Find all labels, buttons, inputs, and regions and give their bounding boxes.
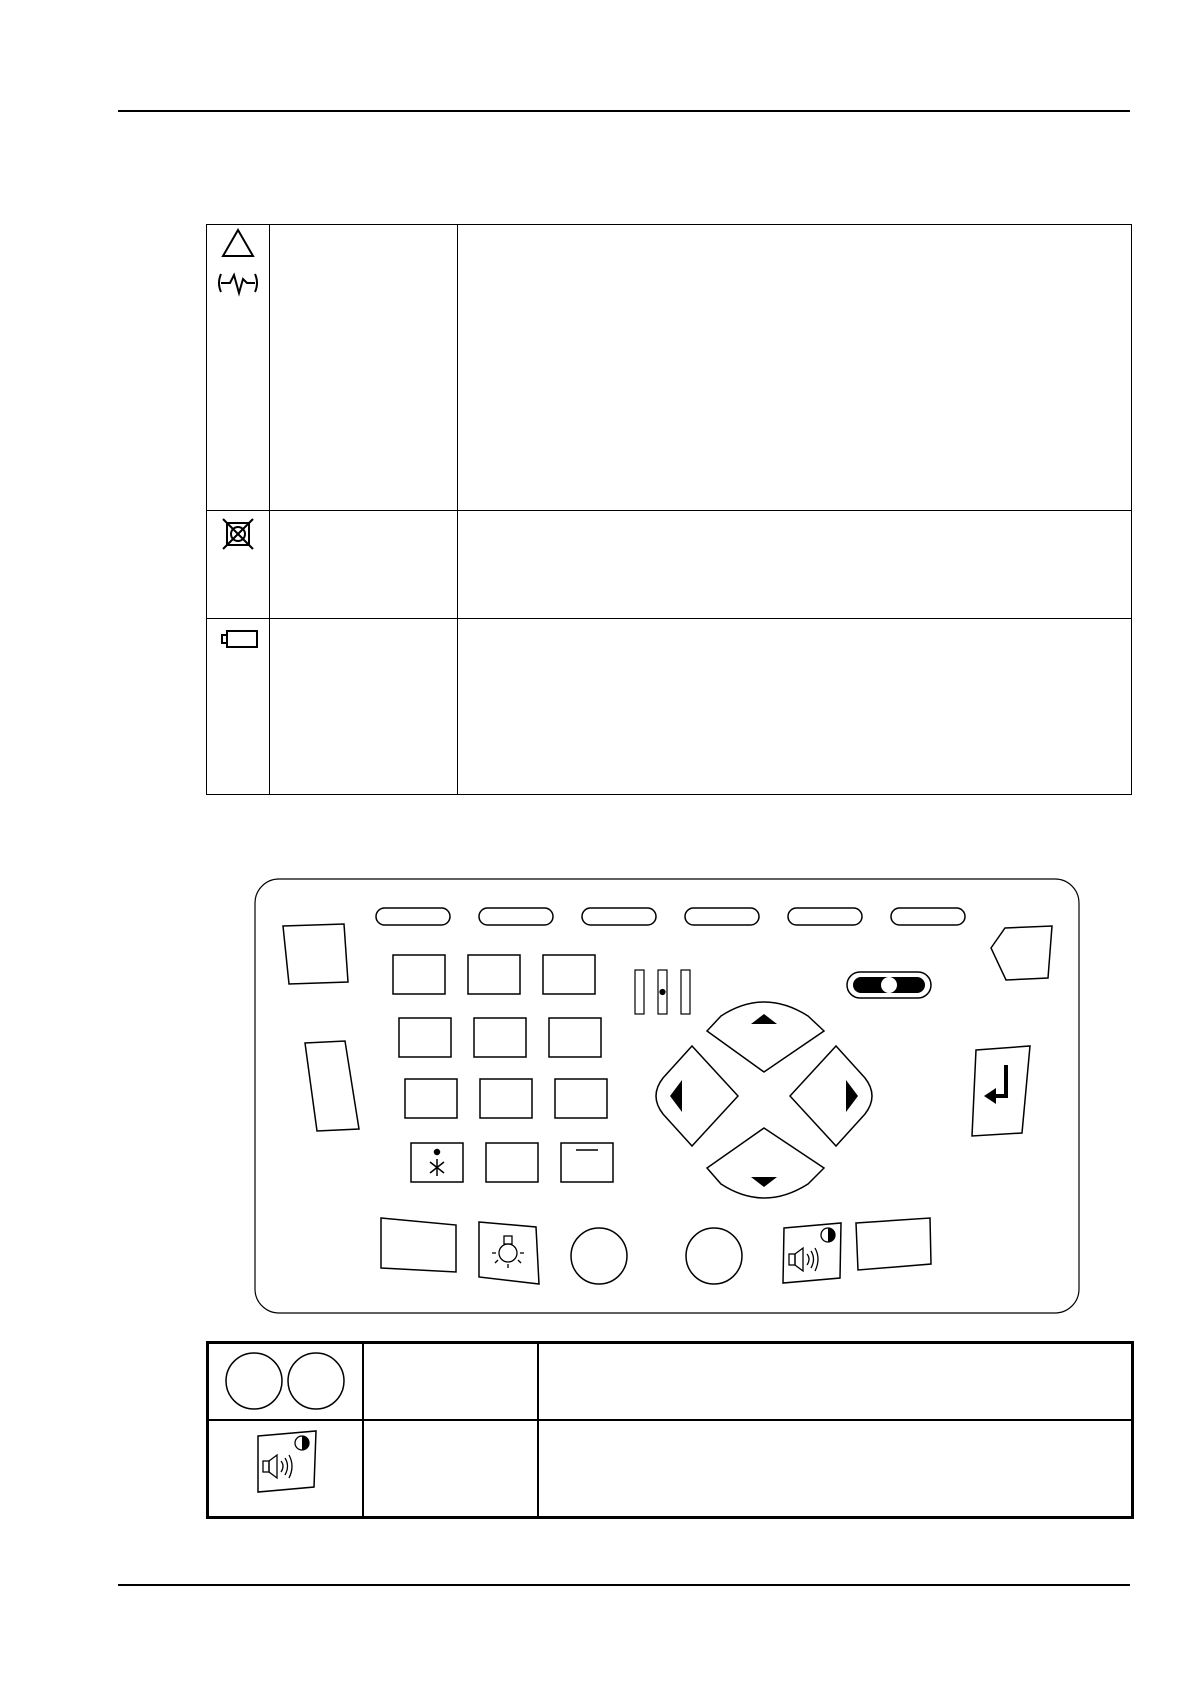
key-symbol-cell (208, 1420, 363, 1518)
table-row (208, 1420, 1133, 1518)
symbol-label (270, 619, 458, 795)
round-key-right[interactable] (686, 1228, 742, 1284)
arrow-right-key[interactable] (790, 1046, 872, 1146)
indicator-bars-icon (635, 970, 690, 1014)
left-middle-key[interactable] (305, 1041, 359, 1131)
symbol-cell (207, 225, 270, 511)
lamp-key[interactable] (479, 1222, 539, 1284)
speaker-contrast-icon (789, 1228, 835, 1271)
keypad-key[interactable] (480, 1079, 532, 1118)
enter-icon (984, 1065, 1006, 1104)
symbol-cell (207, 511, 270, 619)
keypad-key-minus[interactable] (561, 1143, 613, 1182)
arrow-left-icon (670, 1080, 682, 1112)
right-top-key[interactable] (991, 926, 1052, 980)
keypad-key[interactable] (405, 1079, 457, 1118)
table-row (207, 619, 1132, 795)
speaker-contrast-icon (210, 1421, 360, 1511)
round-key-left[interactable] (571, 1228, 627, 1284)
keypad-key[interactable] (474, 1018, 526, 1057)
keypad-outline (255, 879, 1079, 1313)
arrow-down-key[interactable] (707, 1128, 824, 1198)
softkey-2[interactable] (479, 908, 553, 925)
symbol-label (270, 511, 458, 619)
toggle-switch-icon[interactable] (847, 972, 931, 998)
arrow-right-icon (846, 1080, 858, 1112)
symbol-cell (207, 619, 270, 795)
table-row (208, 1343, 1133, 1421)
symbol-label (270, 225, 458, 511)
lamp-icon (492, 1236, 524, 1268)
round-key-icon (210, 1344, 360, 1414)
key-label (363, 1420, 538, 1518)
key-description (538, 1420, 1133, 1518)
key-symbol-cell (208, 1343, 363, 1421)
keypad-diagram (254, 878, 1080, 1314)
arrow-up-key[interactable] (707, 1002, 824, 1072)
softkey-3[interactable] (582, 908, 656, 925)
status-symbol-table (206, 224, 1132, 795)
alarm-silenced-icon (213, 511, 263, 561)
keypad-key[interactable] (399, 1018, 451, 1057)
symbol-description (458, 619, 1132, 795)
bottom-right-key[interactable] (856, 1218, 931, 1270)
keypad-key[interactable] (393, 955, 445, 994)
softkey-5[interactable] (788, 908, 862, 925)
keypad-key[interactable] (486, 1143, 538, 1182)
star-icon (430, 1150, 444, 1177)
key-label (363, 1343, 538, 1421)
footer-rule (118, 1584, 1130, 1586)
arrow-down-icon (751, 1177, 777, 1187)
softkey-1[interactable] (376, 908, 450, 925)
battery-low-icon (213, 619, 263, 669)
keypad-key[interactable] (555, 1079, 607, 1118)
symbol-description (458, 225, 1132, 511)
left-top-key[interactable] (283, 924, 348, 984)
enter-key[interactable] (972, 1046, 1030, 1136)
arrow-left-key[interactable] (656, 1046, 738, 1146)
bottom-left-key[interactable] (381, 1218, 456, 1272)
softkey-6[interactable] (891, 908, 965, 925)
table-row (207, 225, 1132, 511)
softkey-4[interactable] (685, 908, 759, 925)
keys-table (206, 1341, 1134, 1519)
header-rule (118, 110, 1130, 112)
keypad-key[interactable] (543, 955, 595, 994)
keypad-key[interactable] (468, 955, 520, 994)
table-row (207, 511, 1132, 619)
keypad-key[interactable] (549, 1018, 601, 1057)
symbol-description (458, 511, 1132, 619)
speaker-contrast-key[interactable] (783, 1223, 841, 1283)
key-description (538, 1343, 1133, 1421)
arrow-up-icon (751, 1014, 777, 1024)
